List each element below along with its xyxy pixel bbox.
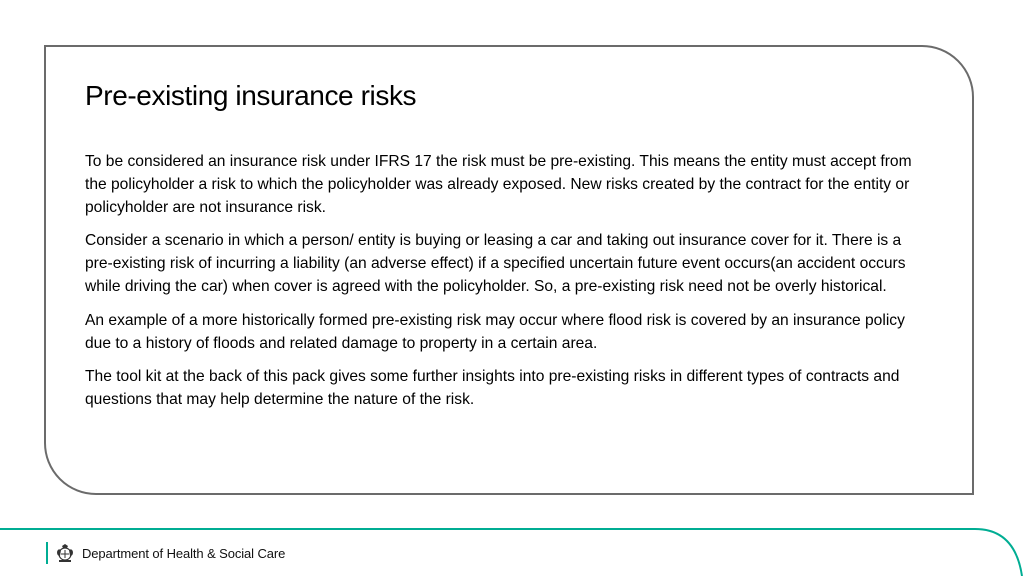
footer	[46, 541, 285, 565]
slide-title: Pre-existing insurance risks	[85, 80, 417, 111]
department-name: Department of Health & Social Care	[82, 545, 286, 561]
paragraph: An example of a more historically formed pre-existing risk may occur where flood risk is covered by an insurance policy due to a history of floods and related damage to property in a certain area.	[85, 311, 905, 352]
paragraph: To be considered an insurance risk under IFRS 17 the risk must be pre-existing. This means the entity must accept from the policyholder a risk to which the policyholder was already exposed. New risks created by the contract for the entity or policyholder are not insurance risk.	[85, 153, 912, 216]
royal-crest-icon	[54, 542, 76, 564]
footer-accent-bar	[46, 542, 48, 564]
paragraph: Consider a scenario in which a person/ entity is buying or leasing a car and taking out insurance cover for it. There is a pre-existing risk of incurring a liability (an adverse effect) if a specified uncertain future event occurs(an accident occurs while driving the car) when cover is agreed with the policyholder. So, a pre-existing risk need not be overly historical.	[85, 232, 906, 295]
slide-body	[85, 151, 927, 423]
paragraph: The tool kit at the back of this pack gives some further insights into pre-existing risks in different types of contracts and questions that may help determine the nature of the risk.	[85, 368, 900, 409]
